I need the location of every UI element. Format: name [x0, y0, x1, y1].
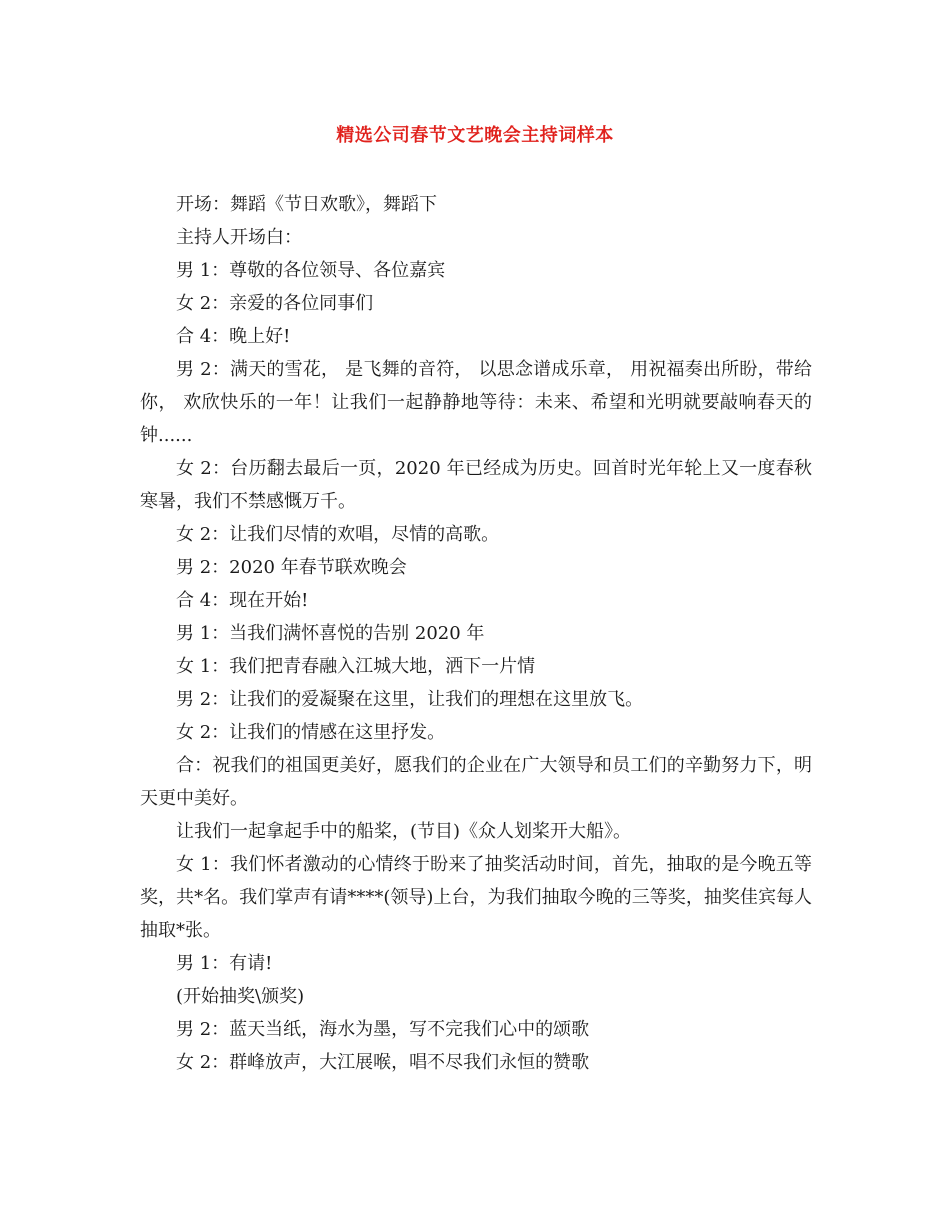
paragraph: 男 2：2020 年春节联欢晚会	[176, 557, 407, 578]
paragraph: 合 4：现在开始!	[176, 590, 309, 611]
document-body	[140, 188, 812, 1079]
paragraph: 女 1：我们怀者激动的心情终于盼来了抽奖活动时间，首先，抽取的是今晚五等奖，共*名。我们掌声有请****(领导)上台，为我们抽取今晚的三等奖，抽奖佳宾每人抽取*张。	[140, 854, 812, 941]
paragraph: (开始抽奖\颁奖)	[176, 986, 305, 1007]
paragraph: 女 1：我们把青春融入江城大地，洒下一片情	[176, 656, 536, 677]
paragraph: 男 2：满天的雪花， 是飞舞的音符， 以思念谱成乐章， 用祝福奏出所盼，带给你， 欢欣快乐的一年！让我们一起静静地等待：未来、希望和光明就要敲响春天的钟......	[140, 359, 812, 446]
paragraph: 男 1：当我们满怀喜悦的告别 2020 年	[176, 623, 485, 644]
paragraph: 男 1：尊敬的各位领导、各位嘉宾	[176, 260, 446, 281]
document-title: 精选公司春节文艺晚会主持词样本	[336, 125, 614, 146]
paragraph: 女 2：台历翻去最后一页，2020 年已经成为历史。回首时光年轮上又一度春秋寒暑，我们不禁感慨万千。	[140, 458, 812, 512]
paragraph: 女 2：群峰放声，大江展喉，唱不尽我们永恒的赞歌	[176, 1052, 590, 1073]
paragraph: 女 2：让我们的情感在这里抒发。	[176, 722, 446, 743]
paragraph: 合 4：晚上好!	[176, 326, 291, 347]
paragraph: 让我们一起拿起手中的船桨，(节目)《众人划桨开大船》。	[176, 821, 632, 842]
paragraph-host-intro: 主持人开场白：	[176, 227, 302, 248]
paragraph-opening: 开场：舞蹈《节日欢歌》，舞蹈下	[176, 194, 437, 215]
paragraph: 合：祝我们的祖国更美好，愿我们的企业在广大领导和员工们的辛勤努力下，明天更中美好。	[140, 755, 812, 809]
paragraph: 女 2：让我们尽情的欢唱，尽情的高歌。	[176, 524, 500, 545]
paragraph: 男 2：蓝天当纸，海水为墨，写不完我们心中的颂歌	[176, 1019, 590, 1040]
paragraph: 男 2：让我们的爱凝聚在这里，让我们的理想在这里放飞。	[176, 689, 644, 710]
paragraph: 男 1：有请!	[176, 953, 273, 974]
paragraph: 女 2：亲爱的各位同事们	[176, 293, 374, 314]
